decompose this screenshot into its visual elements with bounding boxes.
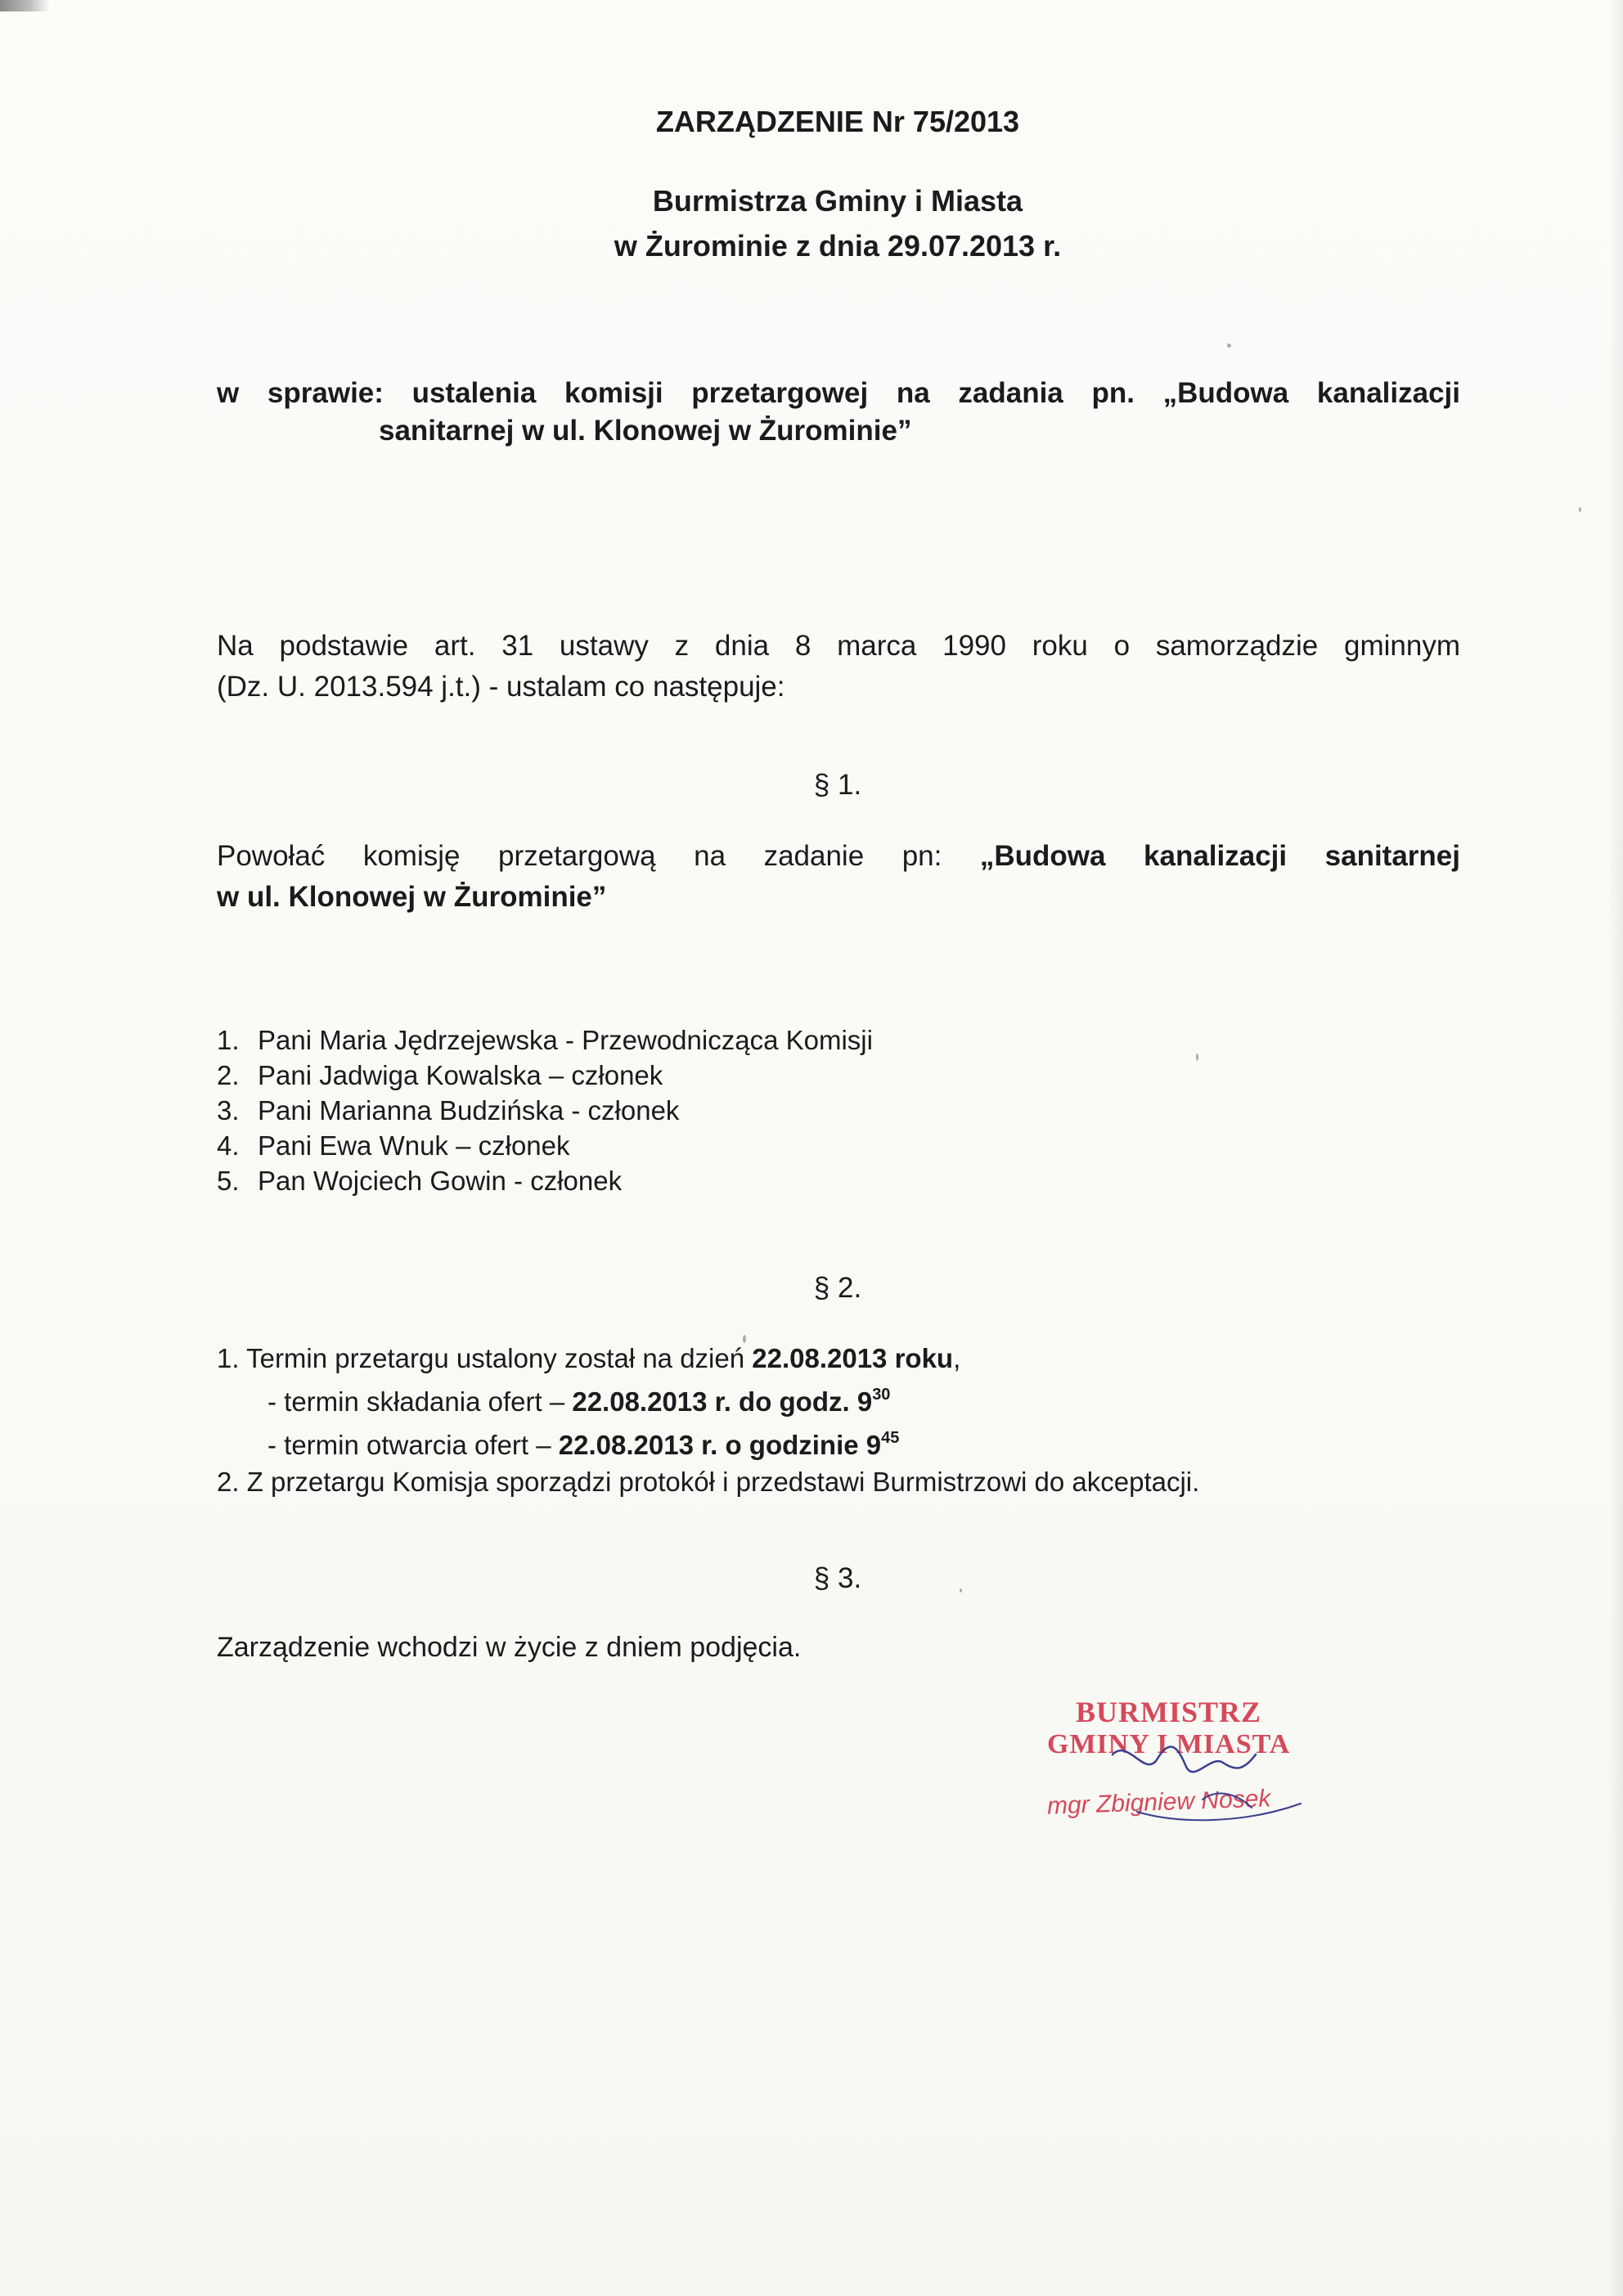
subject-line-1: w sprawie: ustalenia komisji przetargowej na zadania pn. „Budowa kanalizacji — [217, 377, 1460, 409]
appointment-line-1 — [217, 836, 1460, 877]
offer-opening-value: 22.08.2013 r. o godzinie 9 — [558, 1430, 882, 1460]
appointment-task-name-cont: w ul. Klonowej w Żurominie” — [217, 881, 607, 913]
appointment-text — [217, 836, 1460, 918]
section-2-heading: § 2. — [813, 1272, 862, 1304]
tender-date-prefix: 1. Termin przetargu ustalony został na dzień — [217, 1343, 753, 1373]
appointment-task-name: „Budowa kanalizacji sanitarnej — [979, 840, 1460, 872]
list-item-number: 5. — [217, 1166, 240, 1196]
offer-opening-label: - termin otwarcia ofert – — [268, 1430, 559, 1460]
scan-speck — [743, 1335, 746, 1343]
offer-submission-minutes: 30 — [872, 1386, 891, 1404]
list-item-text: Pani Maria Jędrzejewska - Przewodnicząca Komisji — [258, 1025, 873, 1055]
list-item — [217, 1022, 873, 1058]
list-item-text: Pani Jadwiga Kowalska – członek — [258, 1060, 663, 1090]
offer-submission-value: 22.08.2013 r. do godz. 9 — [572, 1386, 873, 1417]
scan-speck — [960, 1588, 962, 1593]
scan-edge-shadow — [1608, 0, 1623, 2296]
handwritten-signature — [1080, 1722, 1325, 1844]
tender-date-suffix: , — [953, 1343, 961, 1373]
offer-opening-item — [217, 1420, 1199, 1463]
scan-corner-mark — [0, 0, 49, 11]
list-item-number: 1. — [217, 1025, 240, 1055]
scan-speck — [1196, 1054, 1198, 1061]
list-item-text: Pani Marianna Budzińska - członek — [258, 1095, 680, 1126]
stamp-office: GMINY I MIASTA — [1047, 1729, 1291, 1759]
offer-opening-minutes: 45 — [881, 1429, 900, 1447]
legal-basis-line-2: (Dz. U. 2013.594 j.t.) - ustalam co następuje: — [217, 671, 785, 703]
appointment-plain: Powołać komisję przetargową na zadanie pn: — [217, 840, 942, 872]
list-item — [217, 1163, 873, 1198]
scan-speck — [1227, 344, 1231, 348]
document-title: ZARZĄDZENIE Nr 75/2013 — [655, 105, 1020, 138]
tender-date-item — [217, 1340, 1199, 1377]
commission-members-list — [217, 1022, 873, 1198]
section-2-body — [217, 1340, 1199, 1500]
legal-basis-line-1: Na podstawie art. 31 ustawy z dnia 8 marca 1990 roku o samorządzie gminnym — [217, 630, 1460, 662]
issuer-line: Burmistrza Gminy i Miasta — [652, 184, 1023, 218]
entry-into-force-text: Zarządzenie wchodzi w życie z dniem podjęcia. — [217, 1632, 802, 1663]
protocol-item: 2. Z przetargu Komisja sporządzi protokół i przedstawi Burmistrzowi do akceptacji. — [217, 1467, 1200, 1497]
stamp-name: mgr Zbigniew Nosek — [1046, 1785, 1271, 1820]
place-date-line: w Żurominie z dnia 29.07.2013 r. — [614, 229, 1062, 263]
list-item-text: Pani Ewa Wnuk – członek — [258, 1130, 570, 1161]
stamp-title: BURMISTRZ — [1076, 1696, 1262, 1728]
list-item-number: 2. — [217, 1060, 240, 1090]
subject-line-2: sanitarnej w ul. Klonowej w Żurominie” — [379, 415, 912, 447]
list-item — [217, 1128, 873, 1163]
section-3-heading: § 3. — [813, 1562, 862, 1594]
list-item-number: 3. — [217, 1095, 240, 1126]
list-item-text: Pan Wojciech Gowin - członek — [258, 1166, 623, 1196]
offer-submission-item — [217, 1377, 1199, 1420]
list-item — [217, 1093, 873, 1128]
legal-basis — [217, 626, 1460, 708]
list-item — [217, 1058, 873, 1093]
offer-submission-label: - termin składania ofert – — [268, 1386, 573, 1417]
list-item-number: 4. — [217, 1130, 240, 1161]
section-1-heading: § 1. — [813, 769, 862, 801]
tender-date-value: 22.08.2013 roku — [752, 1343, 954, 1373]
scan-speck — [1579, 507, 1581, 512]
